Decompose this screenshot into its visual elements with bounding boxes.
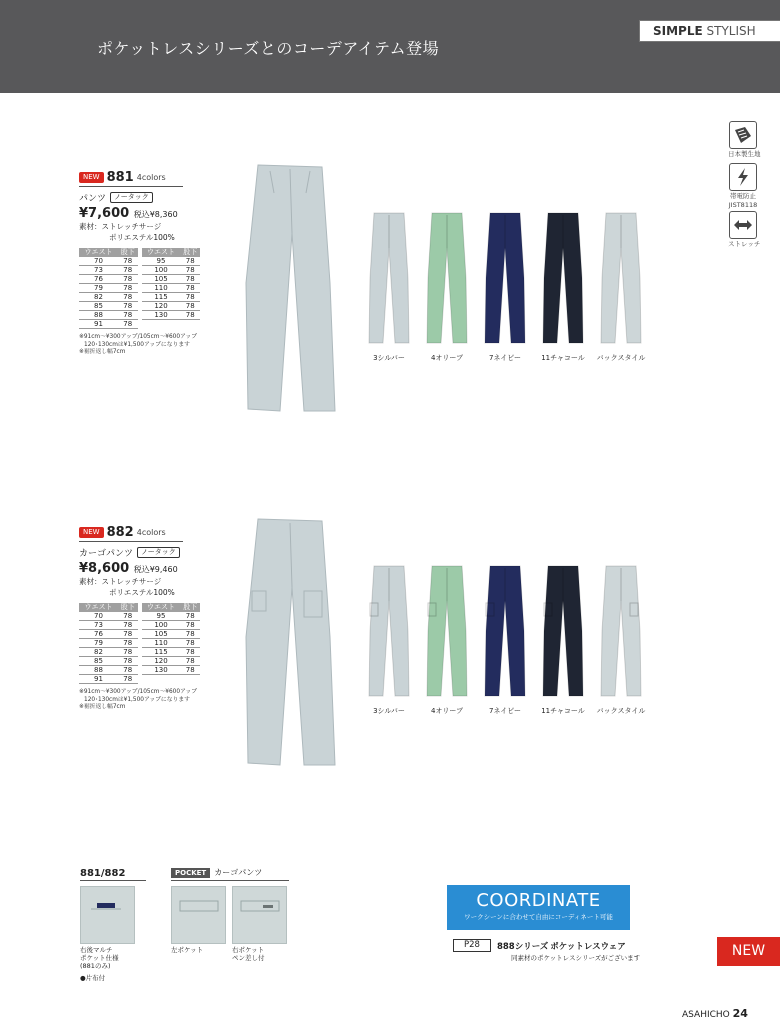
size-cell: 110 xyxy=(142,639,181,648)
pants-color-silver xyxy=(368,565,410,697)
made-in-japan-icon xyxy=(729,121,757,149)
pocket-title: カーゴパンツ xyxy=(214,868,263,877)
pants-color-charcoal xyxy=(542,212,584,344)
detail-caption: (881のみ) xyxy=(80,962,111,970)
pants-color-olive xyxy=(426,212,468,344)
color-label: 7ネイビー xyxy=(488,354,522,362)
antistatic-icon xyxy=(729,163,757,191)
tuck-label: ノータック xyxy=(137,547,180,558)
feature-made-in-japan xyxy=(728,121,761,158)
size-cell: 115 xyxy=(142,293,181,302)
size-cell: 82 xyxy=(79,293,118,302)
size-cell: 78 xyxy=(181,266,201,275)
size-note: ※91cm〜¥300アップ/105cm〜¥600アップ xyxy=(79,334,197,341)
col-inseam: 股下 xyxy=(181,603,201,612)
divider xyxy=(79,541,183,542)
size-cell: 78 xyxy=(118,293,138,302)
product-number: 881 xyxy=(106,169,134,185)
pants-color-olive xyxy=(426,565,468,697)
pants-color-navy xyxy=(484,212,526,344)
feature-caption: 日本製生地 xyxy=(728,150,761,158)
color-label: 4オリーブ xyxy=(430,707,464,715)
size-row xyxy=(79,284,200,293)
page-title: ポケットレスシリーズとのコーデアイテム登場 xyxy=(97,39,440,58)
size-cell: 91 xyxy=(79,320,118,329)
size-cell: 130 xyxy=(142,666,181,675)
hem-note: ※裾折返し幅7cm xyxy=(79,704,126,711)
detail-thumb-right-pocket xyxy=(232,886,287,944)
size-cell: 78 xyxy=(181,302,201,311)
size-cell: 76 xyxy=(79,630,118,639)
color-label: 11チャコール xyxy=(541,354,585,362)
price: ¥7,600 xyxy=(79,206,130,221)
size-cell: 78 xyxy=(118,621,138,630)
material-line: 素材：ストレッチサージ xyxy=(79,222,162,231)
col-waist: ウエスト xyxy=(79,248,118,257)
size-cell: 78 xyxy=(118,302,138,311)
pants-color-silver xyxy=(368,212,410,344)
size-cell: 78 xyxy=(118,675,138,684)
size-row xyxy=(79,657,200,666)
color-label: 7ネイビー xyxy=(488,707,522,715)
detail-caption: 右後マルチ xyxy=(80,946,113,954)
size-cell: 95 xyxy=(142,612,181,621)
new-tag: NEW xyxy=(717,937,780,966)
size-row xyxy=(79,311,200,320)
size-cell: 110 xyxy=(142,284,181,293)
product-number: 882 xyxy=(106,524,134,540)
size-cell: 78 xyxy=(181,648,201,657)
color-count: 4colors xyxy=(136,172,166,182)
coordinate-note: 同素材のポケットレスシリーズがございます xyxy=(511,954,641,962)
size-cell: 73 xyxy=(79,621,118,630)
size-cell: 85 xyxy=(79,657,118,666)
series-name: 888シリーズ xyxy=(496,941,549,952)
pocket-header xyxy=(171,867,262,878)
size-row xyxy=(79,639,200,648)
size-cell: 88 xyxy=(79,666,118,675)
col-waist: ウエスト xyxy=(142,248,181,257)
size-cell: 78 xyxy=(118,630,138,639)
size-row xyxy=(79,320,200,329)
size-cell: 78 xyxy=(118,666,138,675)
color-label: 11チャコール xyxy=(541,707,585,715)
detail-caption: ペン差し付 xyxy=(232,954,265,962)
col-inseam: 股下 xyxy=(181,248,201,257)
col-inseam: 股下 xyxy=(118,248,138,257)
size-note: 120･130cmは¥1,500アップになります xyxy=(84,341,190,348)
size-cell: 78 xyxy=(181,657,201,666)
divider xyxy=(79,186,183,187)
page-footer xyxy=(682,1007,748,1020)
product-name: パンツ xyxy=(79,194,107,204)
series-desc: ポケットレスウェア xyxy=(550,941,626,952)
size-cell: 73 xyxy=(79,266,118,275)
size-cell: 91 xyxy=(79,675,118,684)
size-cell: 78 xyxy=(118,266,138,275)
size-cell: 78 xyxy=(181,621,201,630)
color-label: 4オリーブ xyxy=(430,354,464,362)
size-row xyxy=(79,266,200,275)
coordinate-subtitle: ワークシーンに合わせて自由にコーディネート可能 xyxy=(464,913,613,921)
size-cell: 105 xyxy=(142,275,181,284)
size-cell: 78 xyxy=(118,612,138,621)
size-cell: 78 xyxy=(181,639,201,648)
size-cell: 78 xyxy=(181,666,201,675)
size-cell: 130 xyxy=(142,311,181,320)
coordinate-reference xyxy=(453,939,626,952)
size-cell: 78 xyxy=(181,284,201,293)
size-row xyxy=(79,621,200,630)
size-cell: 95 xyxy=(142,257,181,266)
size-cell: 120 xyxy=(142,302,181,311)
size-cell: 88 xyxy=(79,311,118,320)
pants-881-main-image xyxy=(240,163,340,413)
color-label: 3シルバー xyxy=(373,707,405,715)
size-cell: 78 xyxy=(181,311,201,320)
size-row xyxy=(79,675,200,684)
product-881-info xyxy=(79,170,209,357)
size-cell: 78 xyxy=(181,293,201,302)
page-ref: P28 xyxy=(453,939,491,952)
detail-title: 881/882 xyxy=(80,868,126,879)
brand-name: ASAHICHO xyxy=(682,1010,730,1020)
divider xyxy=(171,880,289,881)
page-number: 24 xyxy=(732,1007,748,1020)
size-table xyxy=(79,248,200,329)
size-cell: 78 xyxy=(181,630,201,639)
size-cell: 78 xyxy=(118,639,138,648)
pants-882-main-image xyxy=(240,517,340,767)
col-inseam: 股下 xyxy=(118,603,138,612)
size-cell: 100 xyxy=(142,621,181,630)
size-table xyxy=(79,603,200,684)
size-cell: 78 xyxy=(118,284,138,293)
pants-color-back xyxy=(600,565,642,697)
price: ¥8,600 xyxy=(79,561,130,576)
size-cell: 70 xyxy=(79,257,118,266)
size-cell: 100 xyxy=(142,266,181,275)
tag-bold: SIMPLE xyxy=(653,24,703,38)
size-cell: 78 xyxy=(118,648,138,657)
size-cell: 76 xyxy=(79,275,118,284)
size-cell: 78 xyxy=(118,257,138,266)
detail-caption: ポケット仕様 xyxy=(80,954,119,962)
size-row xyxy=(79,648,200,657)
col-waist: ウエスト xyxy=(142,603,181,612)
pants-color-charcoal xyxy=(542,565,584,697)
size-row xyxy=(79,612,200,621)
material-composition: ポリエステル100% xyxy=(109,233,175,242)
detail-caption: 右ポケット xyxy=(232,946,265,954)
size-cell: 78 xyxy=(181,257,201,266)
material-composition: ポリエステル100% xyxy=(109,588,175,597)
color-variants-881 xyxy=(364,212,664,372)
size-note: ※91cm〜¥300アップ/105cm〜¥600アップ xyxy=(79,689,197,696)
product-882-info xyxy=(79,525,209,712)
size-cell: 78 xyxy=(118,275,138,284)
detail-thumb-left-pocket xyxy=(171,886,226,944)
size-cell: 78 xyxy=(118,320,138,329)
size-cell: 70 xyxy=(79,612,118,621)
tuck-label: ノータック xyxy=(110,192,153,203)
size-cell: 82 xyxy=(79,648,118,657)
size-cell: 78 xyxy=(181,612,201,621)
detail-thumb-back-pocket xyxy=(80,886,135,944)
pocket-badge: POCKET xyxy=(171,868,210,878)
color-label: バックスタイル xyxy=(596,707,646,715)
color-label: バックスタイル xyxy=(596,354,646,362)
new-badge: NEW xyxy=(79,172,104,183)
size-cell: 115 xyxy=(142,648,181,657)
feature-antistatic xyxy=(728,163,758,209)
size-cell: 79 xyxy=(79,284,118,293)
color-count: 4colors xyxy=(136,527,166,537)
size-cell: 78 xyxy=(181,275,201,284)
size-cell: 78 xyxy=(118,657,138,666)
price-tax: 税込¥8,360 xyxy=(133,210,178,219)
size-row xyxy=(79,257,200,266)
coordinate-title: COORDINATE xyxy=(476,890,601,911)
size-cell: 78 xyxy=(118,311,138,320)
col-waist: ウエスト xyxy=(79,603,118,612)
material-line: 素材：ストレッチサージ xyxy=(79,577,162,586)
detail-caption: ●片布付 xyxy=(80,974,106,982)
size-cell: 79 xyxy=(79,639,118,648)
size-row xyxy=(79,275,200,284)
pants-color-navy xyxy=(484,565,526,697)
detail-caption: 左ポケット xyxy=(171,946,204,954)
divider xyxy=(80,880,146,881)
size-cell: 120 xyxy=(142,657,181,666)
size-row xyxy=(79,293,200,302)
coordinate-banner xyxy=(447,885,630,930)
product-name: カーゴパンツ xyxy=(79,549,134,559)
size-note: 120･130cmは¥1,500アップになります xyxy=(84,696,190,703)
size-row xyxy=(79,666,200,675)
tag-light: STYLISH xyxy=(706,24,756,38)
size-cell: 105 xyxy=(142,630,181,639)
feature-caption-standard: JIST8118 xyxy=(728,201,758,209)
color-variants-882 xyxy=(364,565,664,725)
series-tag xyxy=(639,20,780,42)
feature-caption: 帯電防止 xyxy=(730,192,756,200)
size-row xyxy=(79,302,200,311)
new-badge: NEW xyxy=(79,527,104,538)
pants-color-back xyxy=(600,212,642,344)
feature-stretch xyxy=(728,211,761,248)
feature-caption: ストレッチ xyxy=(728,240,761,248)
color-label: 3シルバー xyxy=(373,354,405,362)
price-tax: 税込¥9,460 xyxy=(133,565,178,574)
size-cell: 85 xyxy=(79,302,118,311)
hem-note: ※裾折返し幅7cm xyxy=(79,349,126,356)
size-row xyxy=(79,630,200,639)
stretch-icon xyxy=(729,211,757,239)
